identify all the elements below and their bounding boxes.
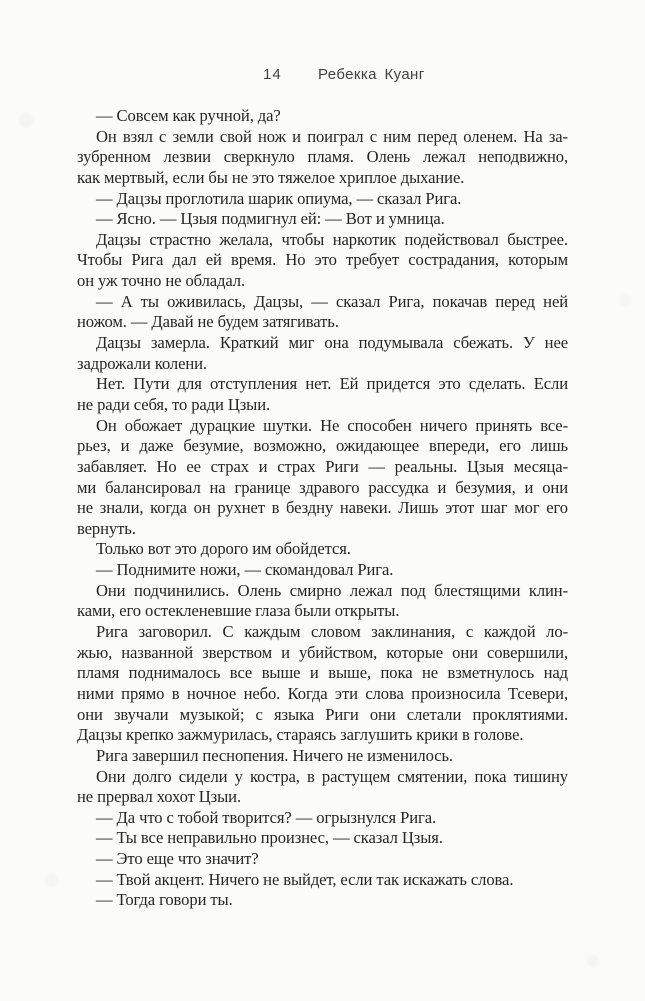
paragraph [77,374,568,415]
text-line: Рига завершил песнопения. Ничего не изменилось. [96,745,453,765]
paragraph [77,127,568,189]
text-line: Они подчинились. Олень смирно лежал под блестящими клин- [96,580,568,600]
paragraph [77,828,568,849]
paragraph [77,746,568,767]
paragraph [77,189,568,210]
text-line: Рига заговорил. С каждым словом заклинания, с каждой ло- [96,622,568,642]
text-line: Только вот это дорого им обойдется. [96,539,351,559]
text-line: — Тогда говори ты. [96,890,233,910]
text-line: рьез, и даже безумие, возможно, ожидающее впереди, его лишь [77,436,568,456]
text-line: ми балансировал на границе здравого рассудка и безумия, и они [77,477,568,497]
paragraph [77,230,568,292]
text-line: Дацзы страстно желала, чтобы наркотик подействовал быстрее. [96,229,568,249]
page-number: 14 [263,66,282,83]
text-line: Он взял с земли свой нож и поиграл с ним перед оленем. На за- [96,126,568,146]
text-line: Дацзы крепко зажмурилась, стараясь заглушить крики в голове. [77,725,524,745]
paragraph [77,416,568,540]
paragraph [77,209,568,230]
text-line: не ради себя, то ради Цзыи. [77,394,271,414]
text-line: забавляет. Но ее страх и страх Риги — реальны. Цзыя месяца- [77,456,568,476]
text-line: Они долго сидели у костра, в растущем смятении, пока тишину [96,766,568,786]
text-line: пламя поднималось все выше и выше, пока не взметнулось над [77,663,568,683]
text-line: как мертвый, если бы не это тяжелое хриплое дыхание. [77,167,465,187]
text-line: — Да что с тобой творится? — огрызнулся Рига. [96,807,437,827]
text-line: ножом. — Давай не будем затягивать. [77,312,339,332]
text-line: Он обожает дурацкие шутки. Не способен ничего принять все- [96,415,568,435]
paragraph [77,870,568,891]
running-title-author: Ребекка Куанг [318,66,425,83]
text-line: задрожали колени. [77,353,207,373]
text-line: он уж точно не обладал. [77,271,246,291]
paragraph [77,539,568,560]
text-line: — Поднимите ножи, — скомандовал Рига. [96,560,394,580]
text-line: — Дацзы проглотила шарик опиума, — сказал Рига. [96,188,462,208]
text-line: ними прямо в ночное небо. Когда эти слова произносила Тсевери, [77,683,568,703]
text-line: Нет. Пути для отступления нет. Ей придется это сделать. Если [96,374,568,394]
paragraph [77,333,568,374]
text-line: — Ты все неправильно произнес, — сказал Цзыя. [96,828,443,848]
paragraph [77,849,568,870]
text-block [77,106,568,911]
text-line: — А ты оживилась, Дацзы, — сказал Рига, покачав перед ней [96,291,568,311]
paragraph [77,808,568,829]
text-line: — Совсем как ручной, да? [96,106,281,125]
paragraph [77,622,568,746]
text-line: они звучали музыкой; с языка Риги они слетали проклятиями. [77,704,568,724]
text-line: — Ясно. — Цзыя подмигнул ей: — Вот и умница. [96,209,445,229]
text-line: жью, названной зверством и убийством, которые они совершили, [77,642,568,662]
paragraph [77,560,568,581]
text-line: зубренном лезвии сверкнуло пламя. Олень лежал неподвижно, [77,147,568,167]
paragraph [77,581,568,622]
text-line: Чтобы Рига дал ей время. Но это требует сострадания, которым [77,250,568,270]
text-line: — Твой акцент. Ничего не выйдет, если так искажать слова. [96,869,514,889]
paragraph [77,890,568,911]
paragraph [77,106,568,127]
text-line: ками, его остекленевшие глаза были открыты. [77,601,400,621]
paragraph [77,292,568,333]
paragraph [77,767,568,808]
text-line: вернуть. [77,518,136,538]
page-header [0,66,645,86]
text-line: Дацзы замерла. Краткий миг она подумывала сбежать. У нее [96,333,568,353]
text-line: — Это еще что значит? [96,849,259,869]
text-line: не прервал хохот Цзыи. [77,787,241,807]
text-line: не знали, когда он рухнет в бездну навеки. Лишь этот шаг мог его [77,498,568,518]
